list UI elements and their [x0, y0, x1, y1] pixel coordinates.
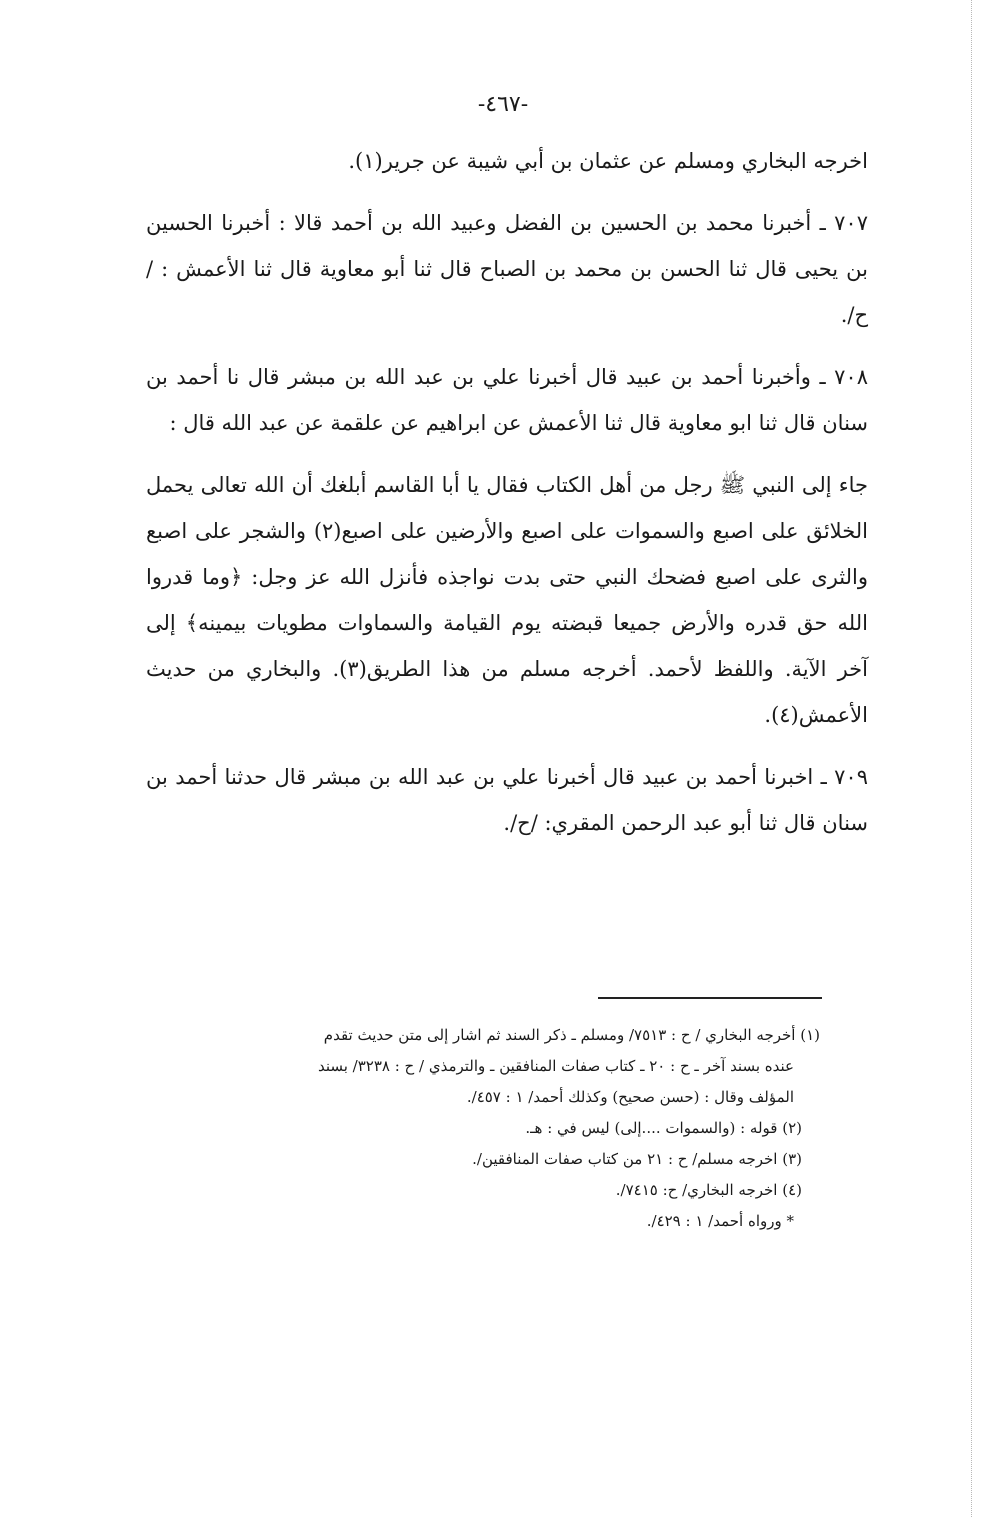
paragraph-hadith-709: ٧٠٩ ـ اخبرنا أحمد بن عبيد قال أخبرنا علي بن عبد الله بن مبشر قال حدثنا أحمد بن سنان قال ثنا أبو عبد الرحمن المقري: /ح/.: [146, 765, 868, 835]
paragraph-source-note: اخرجه البخاري ومسلم عن عثمان بن أبي شيبة عن جرير(١).: [348, 149, 868, 173]
page-edge-line: [971, 0, 972, 1517]
footnote-1-continued: عنده بسند آخر ـ ح : ٢٠ ـ كتاب صفات المنافقين ـ والترمذي / ح : ٣٢٣٨/ بسند: [317, 1057, 794, 1075]
footnote-2: (٢) قوله : (والسموات ....إلى) ليس في : هـ.: [525, 1119, 802, 1137]
main-text: [146, 138, 868, 862]
footnotes: [160, 1020, 820, 1237]
footnote-3: (٣) اخرجه مسلم/ ح : ٢١ من كتاب صفات المنافقين/.: [472, 1150, 802, 1168]
paragraph-hadith-707: ٧٠٧ ـ أخبرنا محمد بن الحسين بن الفضل وعبيد الله بن أحمد قالا : أخبرنا الحسين بن يحيى قال ثنا الحسن بن محمد بن الصباح قال ثنا أبو معاوية قال ثنا الأعمش : /ح/.: [146, 211, 868, 327]
footnote-4: (٤) اخرجه البخاري/ ح: ٧٤١٥/.: [615, 1181, 802, 1199]
footnote-1: (١) أخرجه البخاري / ح : ٧٥١٣/ ومسلم ـ ذكر السند ثم اشار إلى متن حديث تقدم: [323, 1026, 820, 1044]
paragraph-hadith-708: ٧٠٨ ـ وأخبرنا أحمد بن عبيد قال أخبرنا علي بن عبد الله بن مبشر قال نا أحمد بن سنان قال ثنا ابو معاوية قال ثنا الأعمش عن ابراهيم عن علقمة عن عبد الله قال :: [146, 365, 868, 435]
footnote-additional: * ورواه أحمد/ ١ : ٤٢٩/.: [646, 1212, 794, 1230]
paragraph-hadith-text: جاء إلى النبي ﷺ رجل من أهل الكتاب فقال يا أبا القاسم أبلغك أن الله تعالى يحمل الخلائق على اصبع والسموات على اصبع والأرضين على اصبع(٢) والشجر على اصبع والثرى على اصبع فضحك النبي حتى بدت نواجذه فأنزل الله عز وجل: ﴿وما قدروا الله حق قدره والأرض جميعا قبضته يوم القيامة والسماوات مطويات بيمينه﴾ إلى آخر الآية. واللفظ لأحمد. أخرجه مسلم من هذا الطريق(٣). والبخاري من حديث الأعمش(٤).: [146, 473, 869, 727]
footnote-1-continued: المؤلف وقال : (حسن صحيح) وكذلك أحمد/ ١ : ٤٥٧/.: [466, 1088, 794, 1106]
page-number: -٤٦٧-: [477, 92, 529, 117]
footnote-separator: [598, 997, 822, 999]
